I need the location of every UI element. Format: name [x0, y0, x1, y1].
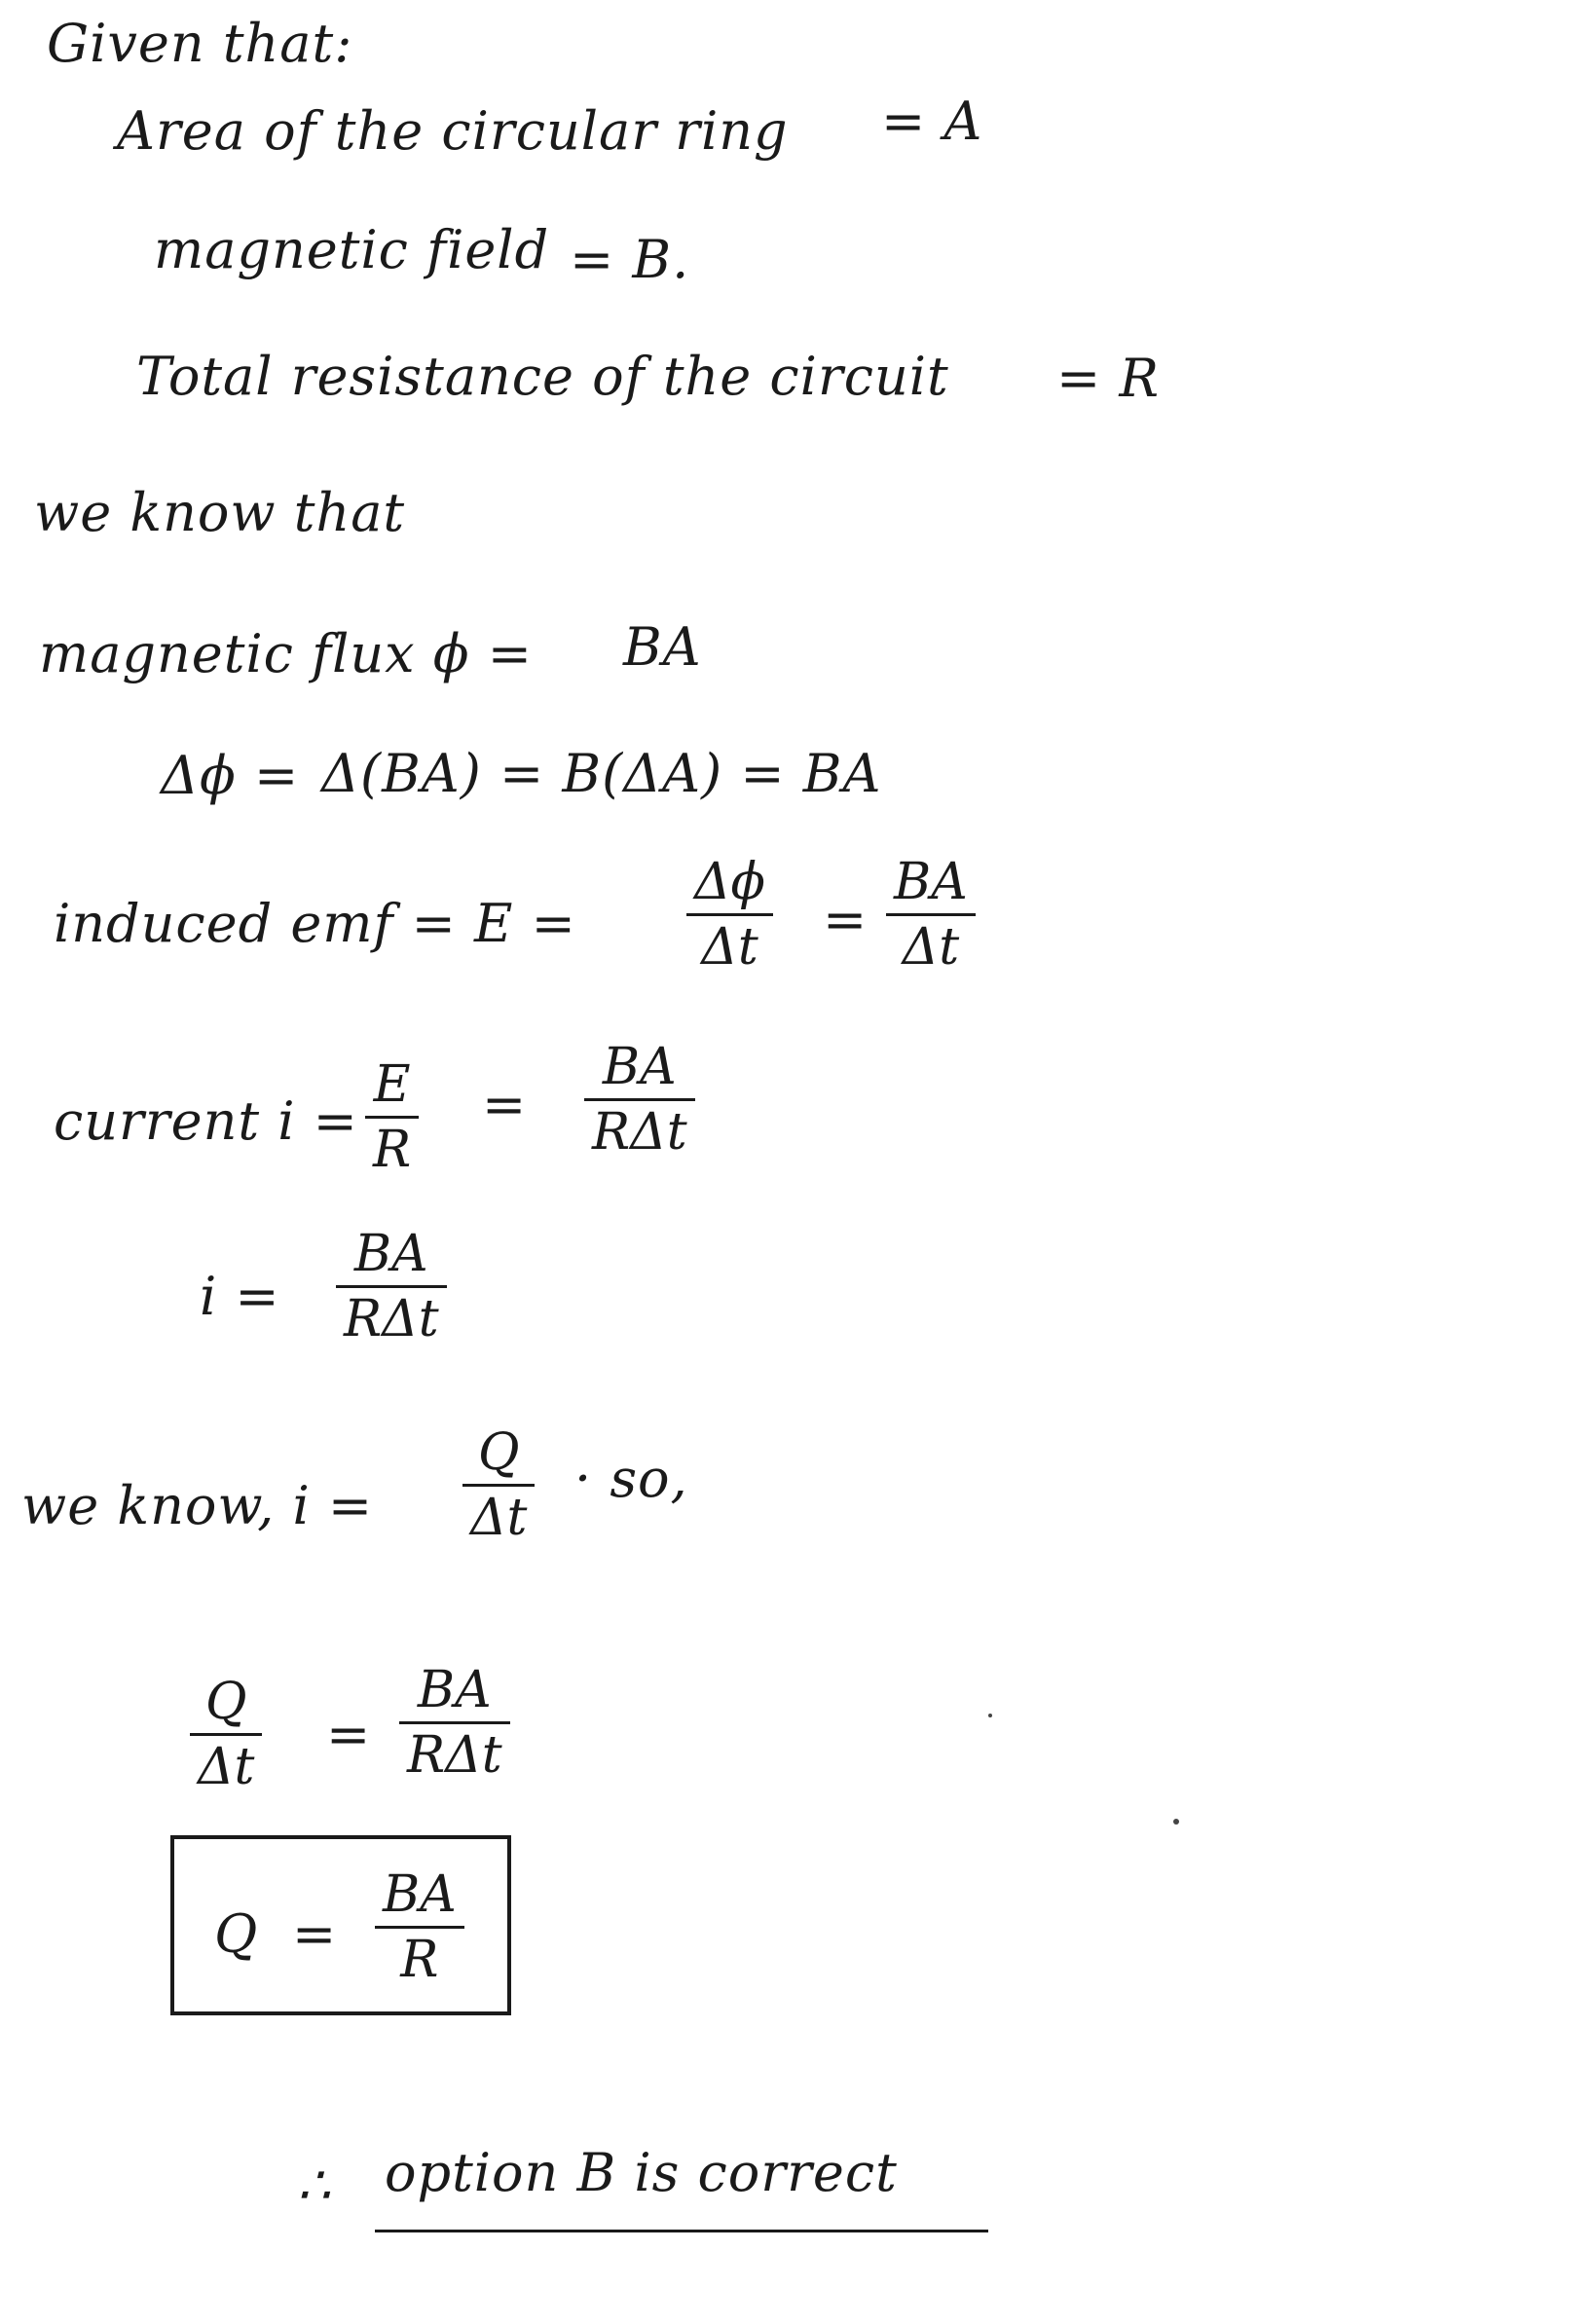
current2-numerator: BA: [353, 1225, 428, 1283]
emf-frac2-denominator: Δt: [902, 918, 960, 977]
area-value: = A: [881, 91, 983, 152]
emf-frac1-denominator: Δt: [701, 918, 758, 977]
emf-fraction-2: [886, 853, 976, 977]
current-frac1-denominator: R: [373, 1121, 412, 1179]
intro-text: we know that: [34, 482, 406, 543]
current-label: current i =: [54, 1090, 358, 1152]
q-eq-frac2-numerator: BA: [417, 1661, 492, 1719]
field-value: = B.: [570, 229, 690, 290]
emf-label: induced emf = E =: [54, 893, 576, 954]
q-eq-fraction-1: [190, 1673, 262, 1796]
emf-equals: =: [823, 889, 869, 950]
pen-speck: [1173, 1819, 1179, 1825]
delta-flux-lhs: Δϕ =: [161, 745, 300, 806]
result-numerator: BA: [383, 1865, 457, 1924]
conclusion-text: option B is correct: [385, 2142, 898, 2203]
result-equals: =: [292, 1903, 338, 1965]
result-denominator: R: [400, 1931, 439, 1989]
know2-fraction: [462, 1423, 535, 1547]
emf-frac1-numerator: Δϕ: [694, 853, 765, 911]
resistance-label: Total resistance of the circuit: [136, 346, 949, 407]
current-equals: =: [482, 1074, 528, 1135]
resistance-value: = R: [1056, 348, 1161, 409]
know2-numerator: Q: [477, 1423, 520, 1482]
current2-fraction: [336, 1225, 447, 1348]
therefore-symbol: ∴: [297, 2155, 332, 2216]
q-eq-frac1-numerator: Q: [204, 1673, 247, 1731]
current-frac2-denominator: RΔt: [592, 1103, 687, 1162]
emf-frac2-numerator: BA: [894, 853, 968, 911]
know2-label: we know, i =: [21, 1475, 374, 1536]
pen-speck: [988, 1714, 992, 1717]
field-label: magnetic field: [154, 219, 550, 280]
given-heading: Given that:: [47, 13, 353, 74]
result-lhs: Q: [214, 1903, 259, 1965]
current2-denominator: RΔt: [344, 1290, 439, 1348]
emf-fraction-1: [686, 853, 773, 977]
q-eq-fraction-2: [399, 1661, 510, 1785]
current-fraction-1: [365, 1055, 419, 1179]
know2-suffix: · so,: [574, 1448, 688, 1509]
current-frac2-numerator: BA: [602, 1038, 677, 1096]
flux-value: BA: [623, 616, 702, 678]
result-fraction: [375, 1865, 464, 1989]
current-fraction-2: [584, 1038, 695, 1162]
flux-label: magnetic flux ϕ =: [39, 623, 533, 684]
q-eq-frac2-denominator: RΔt: [407, 1726, 502, 1785]
q-eq-equals: =: [326, 1704, 372, 1765]
current2-label: i =: [200, 1266, 280, 1327]
area-label: Area of the circular ring: [117, 100, 789, 162]
q-eq-frac1-denominator: Δt: [198, 1738, 255, 1796]
delta-flux-expr: Δ(BA) = B(ΔA) = BA: [321, 743, 882, 804]
know2-denominator: Δt: [470, 1489, 528, 1547]
conclusion-underline: [375, 2230, 988, 2232]
current-frac1-numerator: E: [373, 1055, 411, 1114]
